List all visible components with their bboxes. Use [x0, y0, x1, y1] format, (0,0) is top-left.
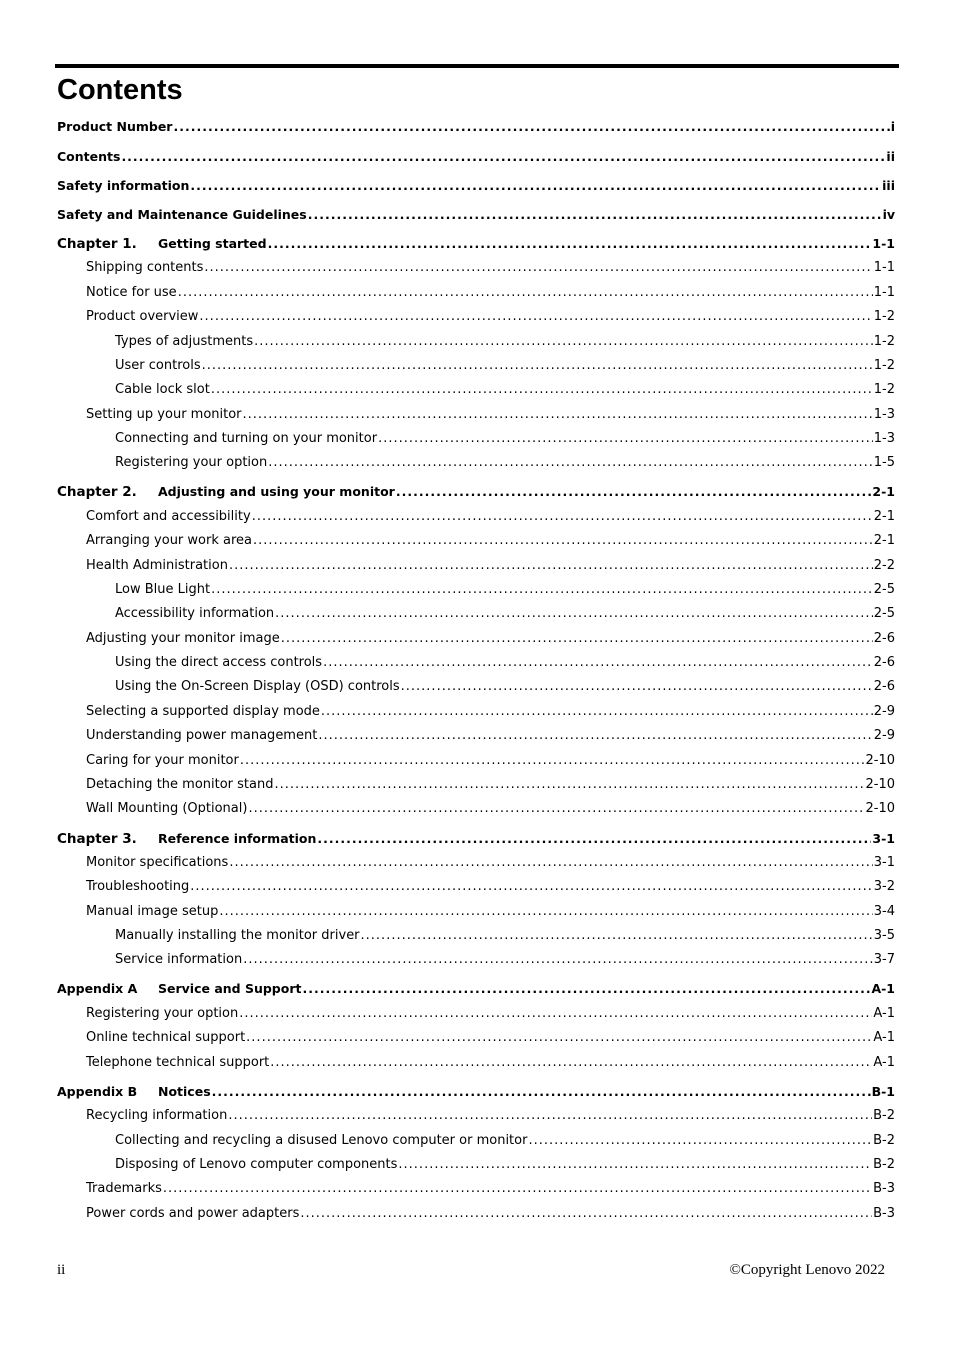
toc-entry-label: Cable lock slot [115, 382, 210, 397]
dot-leader [317, 831, 871, 846]
footer-copyright: ©Copyright Lenovo 2022 [729, 1262, 885, 1278]
toc-entry-label: Setting up your monitor [86, 407, 242, 422]
chapter-number: Chapter 2. [57, 484, 137, 500]
toc-subentry[interactable] [86, 558, 895, 578]
toc-entry-label: Arranging your work area [86, 533, 252, 548]
dot-leader [321, 704, 873, 719]
toc-entry-page: 2-10 [865, 777, 895, 792]
toc-subentry[interactable] [86, 1206, 895, 1226]
toc-entry-label: Trademarks [86, 1181, 162, 1196]
toc-entry-page: B-2 [873, 1157, 895, 1172]
dot-leader [212, 1084, 871, 1099]
toc-entry[interactable] [57, 178, 895, 198]
toc-entry-page: iii [882, 178, 895, 193]
toc-subentry[interactable] [115, 582, 895, 602]
dot-leader [398, 1157, 872, 1172]
dot-leader [190, 178, 881, 193]
toc-subentry[interactable] [86, 728, 895, 748]
dot-leader [211, 582, 873, 597]
toc-subentry[interactable] [86, 631, 895, 651]
toc-subentry[interactable] [86, 1108, 895, 1128]
toc-subentry[interactable] [86, 1055, 895, 1075]
toc-entry-label: Power cords and power adapters [86, 1206, 300, 1221]
toc-entry-page: 1-2 [873, 309, 895, 324]
toc-entry-label: Using the direct access controls [115, 655, 323, 670]
dot-leader [275, 606, 873, 621]
toc-entry-label: Disposing of Lenovo computer components [115, 1157, 398, 1172]
toc-subentry[interactable] [86, 1181, 895, 1201]
toc-subentry[interactable] [86, 1030, 895, 1050]
toc-entry-label: Service and Support [158, 981, 302, 996]
toc-entry-label: Manually installing the monitor driver [115, 928, 360, 943]
toc-subentry[interactable] [86, 777, 895, 797]
dot-leader [361, 928, 873, 943]
toc-entry-page: 2-1 [872, 484, 895, 499]
toc-subentry[interactable] [115, 952, 895, 972]
toc-appendix-entry[interactable] [57, 981, 895, 1001]
dot-leader [323, 655, 873, 670]
dot-leader [274, 777, 864, 792]
toc-entry-page: 1-3 [873, 407, 895, 422]
toc-entry-label: Notices [158, 1084, 211, 1099]
toc-subentry[interactable] [86, 309, 895, 329]
dot-leader [173, 119, 889, 134]
toc-entry-page: 1-2 [873, 382, 895, 397]
toc-entry-page: 1-5 [873, 455, 895, 470]
toc-entry-page: A-1 [873, 1055, 895, 1070]
dot-leader [163, 1181, 872, 1196]
dot-leader [253, 533, 873, 548]
toc-chapter-entry[interactable] [57, 484, 895, 504]
toc-subentry[interactable] [86, 753, 895, 773]
dot-leader [401, 679, 873, 694]
toc-appendix-entry[interactable] [57, 1084, 895, 1104]
toc-entry-label: Shipping contents [86, 260, 204, 275]
toc-entry-page: 1-3 [873, 431, 895, 446]
toc-entry-label: Health Administration [86, 558, 228, 573]
toc-entry-page: 1-1 [872, 236, 895, 251]
toc-subentry[interactable] [86, 260, 895, 280]
toc-entry-label: Contents [57, 149, 121, 164]
toc-entry-label: Recycling information [86, 1108, 228, 1123]
toc-entry-page: 3-7 [873, 952, 895, 967]
dot-leader [121, 149, 885, 164]
toc-entry-page: 2-1 [873, 509, 895, 524]
toc-entry-label: Service information [115, 952, 243, 967]
dot-leader [302, 981, 870, 996]
chapter-number: Chapter 1. [57, 236, 137, 252]
toc-entry-label: Wall Mounting (Optional) [86, 801, 248, 816]
toc-entry[interactable] [57, 207, 895, 227]
toc-subentry[interactable] [115, 928, 895, 948]
dot-leader [252, 509, 873, 524]
toc-entry-page: A-1 [871, 981, 895, 996]
toc-entry-label: Safety and Maintenance Guidelines [57, 207, 307, 222]
toc-entry-label: Notice for use [86, 285, 177, 300]
toc-subentry[interactable] [115, 1157, 895, 1177]
toc-entry-page: 3-1 [872, 831, 895, 846]
toc-entry-page: ii [886, 149, 895, 164]
dot-leader [243, 952, 873, 967]
toc-entry-label: Registering your option [86, 1006, 239, 1021]
toc-subentry[interactable] [115, 606, 895, 626]
appendix-number: Appendix A [57, 981, 138, 996]
toc-entry-label: Understanding power management [86, 728, 318, 743]
toc-entry-page: 3-2 [873, 879, 895, 894]
dot-leader [254, 334, 873, 349]
toc-entry[interactable] [57, 149, 895, 169]
toc-chapter-entry[interactable] [57, 831, 895, 851]
toc-subentry[interactable] [115, 455, 895, 475]
dot-leader [211, 382, 873, 397]
toc-entry-label: Detaching the monitor stand [86, 777, 274, 792]
toc-entry-page: B-3 [873, 1206, 895, 1221]
toc-entry-label: User controls [115, 358, 201, 373]
toc-entry-label: Monitor specifications [86, 855, 229, 870]
dot-leader [270, 1055, 872, 1070]
toc-entry-page: 2-6 [873, 631, 895, 646]
toc-entry-page: 2-10 [865, 801, 895, 816]
toc-entry-page: B-2 [873, 1133, 895, 1148]
toc-entry-label: Caring for your monitor [86, 753, 239, 768]
toc-subentry[interactable] [86, 509, 895, 529]
toc-entry-label: Using the On-Screen Display (OSD) controls [115, 679, 400, 694]
toc-subentry[interactable] [115, 382, 895, 402]
dot-leader [202, 358, 873, 373]
dot-leader [300, 1206, 872, 1221]
toc-entry-label: Low Blue Light [115, 582, 211, 597]
toc-entry-label: Manual image setup [86, 904, 219, 919]
dot-leader [268, 236, 872, 251]
toc-entry-page: 2-6 [873, 655, 895, 670]
dot-leader [246, 1030, 872, 1045]
dot-leader [243, 407, 873, 422]
toc-entry-page: 1-2 [873, 358, 895, 373]
toc-entry-page: 2-1 [873, 533, 895, 548]
toc-entry-label: Product Number [57, 119, 173, 134]
dot-leader [240, 753, 865, 768]
dot-leader [268, 455, 873, 470]
toc-entry-page: 3-4 [873, 904, 895, 919]
toc-entry-label: Registering your option [115, 455, 268, 470]
toc-entry-label: Selecting a supported display mode [86, 704, 320, 719]
toc-subentry[interactable] [86, 407, 895, 427]
toc-entry-label: Adjusting your monitor image [86, 631, 280, 646]
dot-leader [190, 879, 873, 894]
toc-entry-label: Telephone technical support [86, 1055, 270, 1070]
dot-leader [308, 207, 882, 222]
dot-leader [229, 855, 872, 870]
toc-entry-label: Product overview [86, 309, 199, 324]
toc-entry-label: Getting started [158, 236, 267, 251]
toc-entry-page: 1-1 [873, 285, 895, 300]
toc-entry-page: 2-10 [865, 753, 895, 768]
footer-page-number: ii [57, 1262, 66, 1278]
toc-entry-label: Comfort and accessibility [86, 509, 251, 524]
toc-entry-page: B-1 [871, 1084, 895, 1099]
toc-subentry[interactable] [86, 285, 895, 305]
toc-entry-page: B-2 [873, 1108, 895, 1123]
toc-entry-page: A-1 [873, 1006, 895, 1021]
toc-subentry[interactable] [86, 879, 895, 899]
toc-entry-label: Types of adjustments [115, 334, 254, 349]
toc-subentry[interactable] [115, 358, 895, 378]
toc-entry-page: 2-5 [873, 606, 895, 621]
dot-leader [248, 801, 864, 816]
dot-leader [378, 431, 873, 446]
toc-entry-page: 2-6 [873, 679, 895, 694]
toc-subentry[interactable] [115, 431, 895, 451]
toc-subentry[interactable] [86, 704, 895, 724]
toc-entry-page: iv [882, 207, 895, 222]
toc-chapter-entry[interactable] [57, 236, 895, 256]
toc-subentry[interactable] [115, 1133, 895, 1153]
dot-leader [178, 285, 873, 300]
toc-entry-label: Adjusting and using your monitor [158, 484, 395, 499]
toc-entry[interactable] [57, 119, 895, 139]
page-title: Contents [57, 74, 183, 106]
chapter-number: Chapter 3. [57, 831, 137, 847]
dot-leader [228, 1108, 872, 1123]
toc-entry-page: 3-1 [873, 855, 895, 870]
toc-subentry[interactable] [115, 679, 895, 699]
toc-entry-page: 2-9 [873, 728, 895, 743]
toc-subentry[interactable] [86, 904, 895, 924]
appendix-number: Appendix B [57, 1084, 138, 1099]
toc-subentry[interactable] [86, 1006, 895, 1026]
toc-subentry[interactable] [86, 801, 895, 821]
toc-subentry[interactable] [115, 655, 895, 675]
toc-entry-page: A-1 [873, 1030, 895, 1045]
dot-leader [318, 728, 872, 743]
dot-leader [229, 558, 873, 573]
toc-entry-label: Online technical support [86, 1030, 246, 1045]
dot-leader [528, 1133, 872, 1148]
toc-entry-page: 1-1 [873, 260, 895, 275]
toc-subentry[interactable] [86, 855, 895, 875]
dot-leader [239, 1006, 872, 1021]
toc-entry-label: Connecting and turning on your monitor [115, 431, 378, 446]
toc-entry-label: Collecting and recycling a disused Lenovo computer or monitor [115, 1133, 528, 1148]
toc-entry-page: 2-5 [873, 582, 895, 597]
toc-subentry[interactable] [86, 533, 895, 553]
dot-leader [204, 260, 872, 275]
dot-leader [199, 309, 872, 324]
toc-entry-label: Safety information [57, 178, 190, 193]
dot-leader [396, 484, 872, 499]
toc-entry-page: 1-2 [873, 334, 895, 349]
toc-entry-label: Reference information [158, 831, 317, 846]
toc-entry-page: i [890, 119, 895, 134]
dot-leader [219, 904, 872, 919]
toc-entry-label: Accessibility information [115, 606, 275, 621]
toc-entry-page: 2-9 [873, 704, 895, 719]
dot-leader [281, 631, 873, 646]
toc-entry-label: Troubleshooting [86, 879, 190, 894]
toc-entry-page: B-3 [873, 1181, 895, 1196]
toc-entry-page: 2-2 [873, 558, 895, 573]
toc-entry-page: 3-5 [873, 928, 895, 943]
toc-subentry[interactable] [115, 334, 895, 354]
